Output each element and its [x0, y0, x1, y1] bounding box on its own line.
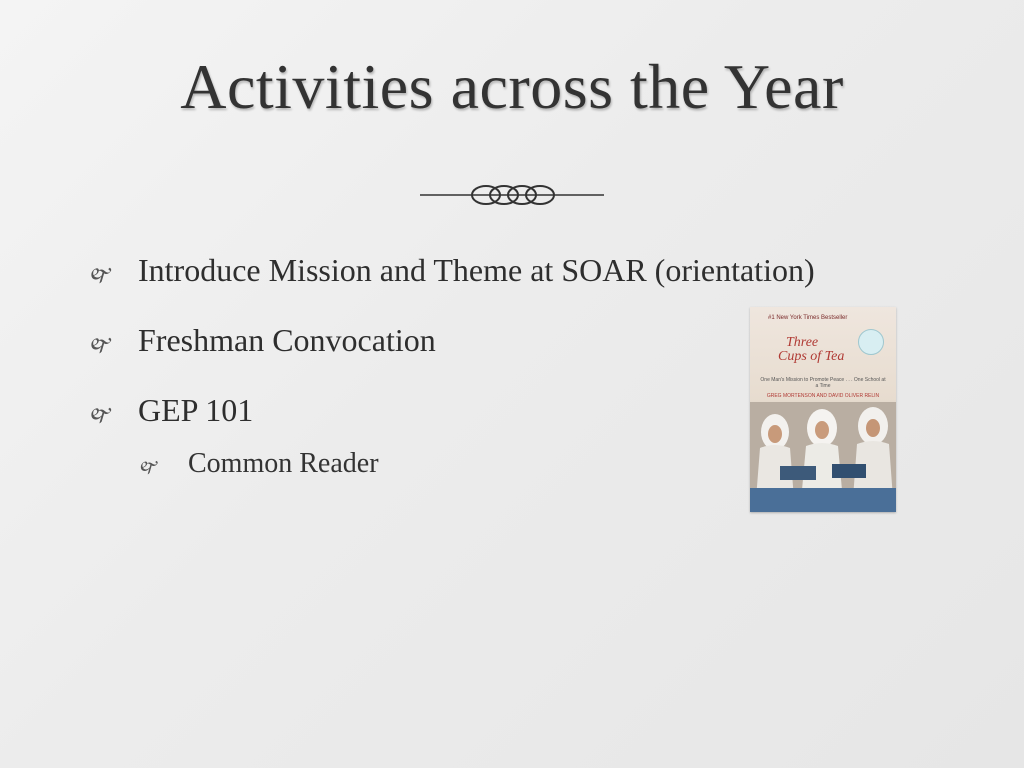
- bullet-item: [88, 252, 928, 294]
- slide-title: Activities across the Year: [180, 51, 844, 122]
- bullet-text: Freshman Convocation: [138, 322, 436, 358]
- ampersand-bullet-icon: 🙰: [88, 334, 114, 356]
- bullet-text: GEP 101: [138, 392, 254, 428]
- bullet-text: Introduce Mission and Theme at SOAR (orientation): [138, 252, 815, 288]
- sub-bullet-text: Common Reader: [188, 448, 379, 479]
- book-title-line2: Cups of Tea: [778, 349, 845, 364]
- award-badge-icon: [858, 329, 884, 355]
- book-tagline: #1 New York Times Bestseller: [768, 315, 848, 321]
- book-subtitle: One Man's Mission to Promote Peace . . . One School at a Time: [760, 377, 886, 389]
- decorative-flourish: [420, 178, 604, 212]
- book-title-line1: Three: [786, 335, 819, 350]
- ampersand-bullet-icon: 🙰: [88, 404, 114, 426]
- ampersand-bullet-icon: 🙰: [88, 264, 114, 286]
- ampersand-bullet-icon: 🙰: [138, 457, 160, 476]
- book-authors: GREG MORTENSON AND DAVID OLIVER RELIN: [766, 393, 880, 399]
- book-cover-image: [750, 307, 896, 512]
- children-reading-illustration: [750, 402, 896, 512]
